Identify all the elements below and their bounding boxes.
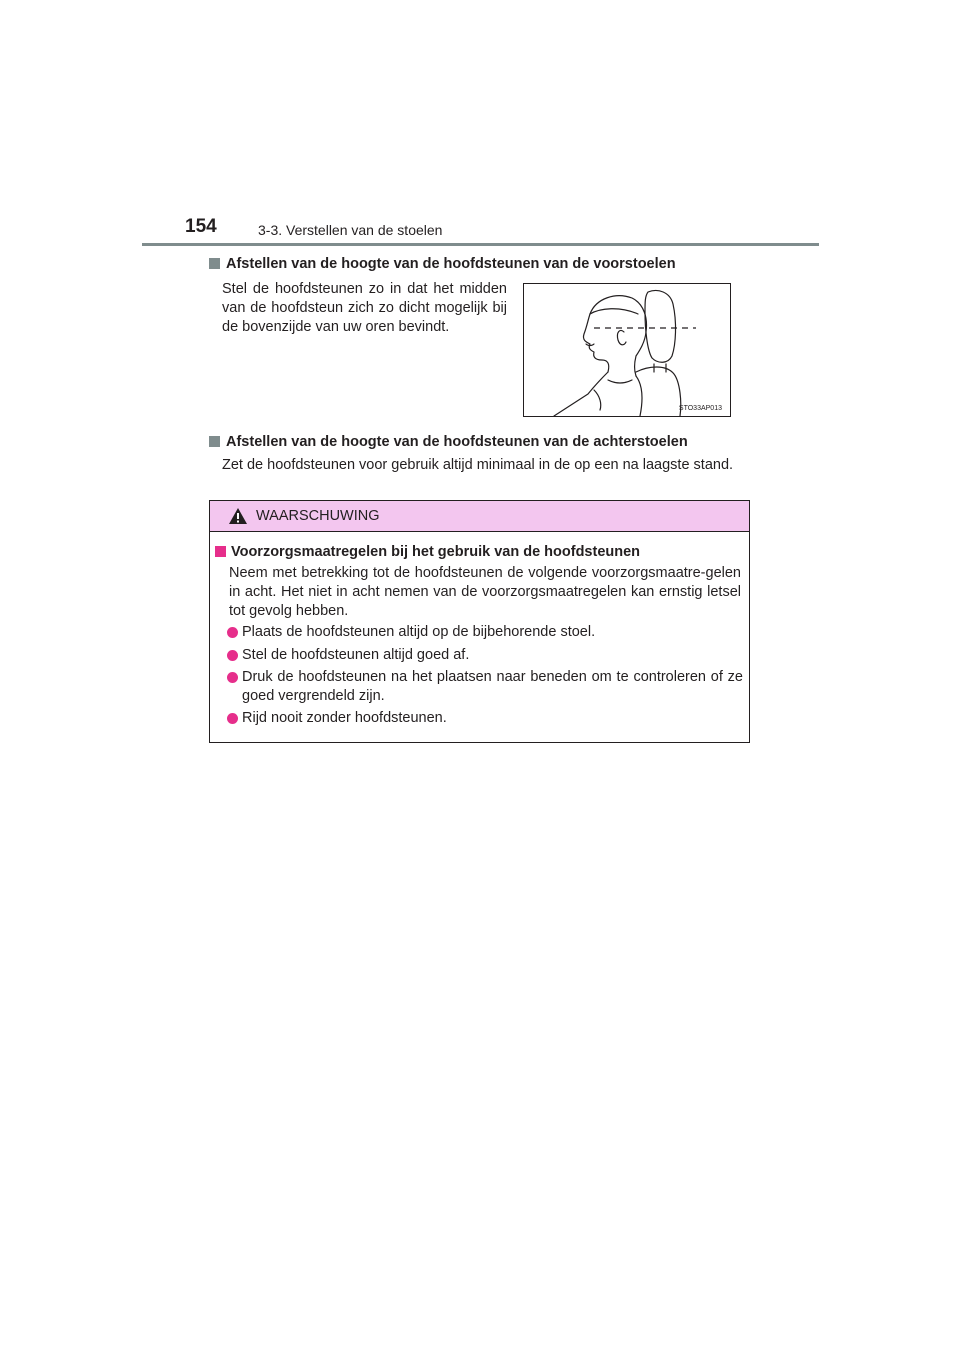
square-bullet-icon bbox=[215, 546, 226, 557]
page-number: 154 bbox=[185, 216, 217, 237]
bullet-item bbox=[215, 668, 743, 706]
square-bullet-icon bbox=[209, 436, 220, 447]
square-bullet-icon bbox=[209, 258, 220, 269]
bullet-item bbox=[215, 623, 743, 642]
section-title: 3-3. Verstellen van de stoelen bbox=[258, 222, 443, 238]
bullet-text: Stel de hoofdsteunen altijd goed af. bbox=[242, 647, 470, 663]
bullet-text: Plaats de hoofdsteunen altijd op de bijbehorende stoel. bbox=[242, 624, 596, 640]
warning-triangle-icon bbox=[228, 507, 248, 525]
front-heading-text: Afstellen van de hoogte van de hoofdsteunen van de voorstoelen bbox=[226, 256, 676, 272]
header-rule bbox=[142, 243, 819, 246]
bullet-text: Rijd nooit zonder hoofdsteunen. bbox=[242, 710, 447, 726]
warning-box bbox=[209, 500, 750, 743]
bullet-item bbox=[215, 709, 743, 728]
rear-heading-text: Afstellen van de hoogte van de hoofdsteunen van de achterstoelen bbox=[226, 434, 688, 450]
warning-label: WAARSCHUWING bbox=[256, 508, 380, 524]
head-headrest-drawing bbox=[524, 284, 730, 416]
bullet-dot-icon bbox=[227, 627, 238, 638]
bullet-dot-icon bbox=[227, 650, 238, 661]
rear-heading bbox=[209, 434, 688, 450]
bullet-item bbox=[215, 646, 743, 665]
warning-paragraph: Neem met betrekking tot de hoofdsteunen de volgende voorzorgsmaatre-gelen in acht. Het niet in acht nemen van de voorzorgsmaatregelen kan ernstig letsel tot gevolg hebben. bbox=[229, 565, 741, 619]
rear-paragraph: Zet de hoofdsteunen voor gebruik altijd minimaal in de op een na laagste stand. bbox=[222, 457, 734, 473]
image-code: STO33AP013 bbox=[678, 405, 722, 412]
bullet-text: Druk de hoofdsteunen na het plaatsen naar beneden om te controleren of ze goed vergrendeld zijn. bbox=[242, 669, 743, 704]
bullet-dot-icon bbox=[227, 672, 238, 683]
warning-heading-text: Voorzorgsmaatregelen bij het gebruik van de hoofdsteunen bbox=[231, 544, 641, 560]
front-heading bbox=[209, 256, 676, 272]
bullet-dot-icon bbox=[227, 713, 238, 724]
warning-heading bbox=[215, 544, 640, 560]
warning-header bbox=[210, 501, 749, 532]
headrest-illustration bbox=[523, 283, 731, 417]
front-paragraph: Stel de hoofdsteunen zo in dat het midden van de hoofdsteun zich zo dicht mogelijk bij de bovenzijde van uw oren bevindt. bbox=[222, 281, 507, 335]
